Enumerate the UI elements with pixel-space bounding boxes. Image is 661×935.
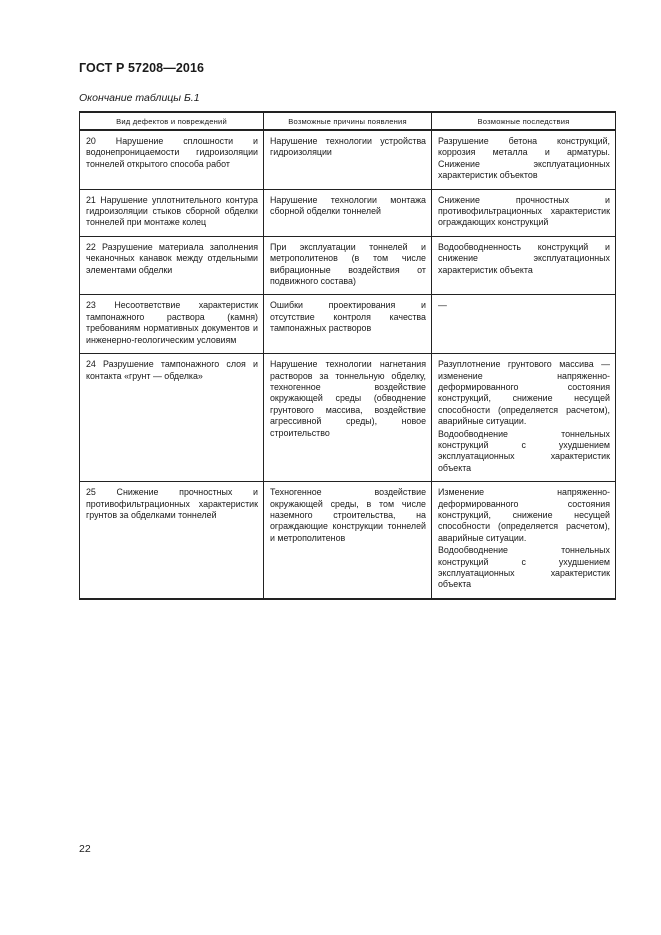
consequence-text: Изменение напряженно-деформированного состояния конструкций, снижение несущей способности (определяется расчетом), аварийные ситуации. (438, 487, 610, 543)
defect-cell: 20 Нарушение сплошности и водонепроницаемости гидроизоляции тоннелей открытого способа работ (80, 130, 264, 189)
consequence-text: Водообводнение тоннельных конструкций с ухудшением эксплуатационных характеристик объекта (438, 545, 610, 590)
column-header-causes: Возможные причины появления (264, 112, 432, 130)
consequence-cell (432, 236, 616, 295)
consequence-text: Снижение прочностных и противофильтрационных характеристик ограждающих конструкций (438, 194, 610, 228)
defects-table (79, 111, 616, 600)
cause-cell: Нарушение технологии устройства гидроизоляции (264, 130, 432, 189)
defect-cell: 23 Несоответствие характеристик тампонажного раствора (камня) требованиям нормативных документов и инженерно-геологическим условиям (80, 295, 264, 354)
cause-cell: Техногенное воздействие окружающей среды, в том числе наземного строительства, на ограждающие конструкции тоннелей и метрополитенов (264, 482, 432, 599)
cause-cell: Ошибки проектирования и отсутствие контроля качества тампонажных растворов (264, 295, 432, 354)
table-row (80, 189, 616, 236)
cause-cell: Нарушение технологии нагнетания растворов за тоннельную обделку, техногенное воздействие окружающей среды (обводнение грунтового массива, воздействие агрессивной среды), новое строительство (264, 354, 432, 482)
document-header: ГОСТ Р 57208—2016 (79, 61, 205, 75)
cause-cell: Нарушение технологии монтажа сборной обделки тоннелей (264, 189, 432, 236)
consequence-text: Разуплотнение грунтового массива — изменение напряженно-деформированного состояния конструкций, снижение несущей способности (определяется расчетом), аварийные ситуации. (438, 359, 610, 427)
column-header-defects: Вид дефектов и повреждений (80, 112, 264, 130)
consequence-cell (432, 482, 616, 599)
page-number: 22 (79, 843, 91, 855)
defect-cell: 21 Нарушение уплотнительного контура гидроизоляции стыков сборной обделки тоннелей при монтаже колец (80, 189, 264, 236)
cause-cell: При эксплуатации тоннелей и метрополитенов (в том числе вибрационные воздействия от подвижного состава) (264, 236, 432, 295)
table-row (80, 295, 616, 354)
consequence-text: Водообводнение тоннельных конструкций с ухудшением эксплуатационных характеристик объекта (438, 428, 610, 473)
consequence-cell (432, 354, 616, 482)
consequence-cell (432, 189, 616, 236)
defect-cell: 24 Разрушение тампонажного слоя и контакта «грунт — обделка» (80, 354, 264, 482)
consequence-text: Разрушение бетона конструкций, коррозия металла и арматуры. Снижение эксплуатационных характеристик объектов (438, 136, 610, 181)
defect-cell: 22 Разрушение материала заполнения чеканочных канавок между отдельными элементами обделки (80, 236, 264, 295)
defect-cell: 25 Снижение прочностных и противофильтрационных характеристик грунтов за обделками тоннелей (80, 482, 264, 599)
table-row (80, 236, 616, 295)
table-row (80, 482, 616, 599)
consequence-text: Водообводненность конструкций и снижение эксплуатационных характеристик объекта (438, 241, 610, 275)
column-header-consequences: Возможные последствия (432, 112, 616, 130)
table-caption: Окончание таблицы Б.1 (79, 92, 200, 104)
table-row (80, 354, 616, 482)
consequence-cell (432, 295, 616, 354)
consequence-text: — (438, 300, 447, 311)
table-row (80, 130, 616, 189)
table-header-row (80, 112, 616, 130)
consequence-cell (432, 130, 616, 189)
